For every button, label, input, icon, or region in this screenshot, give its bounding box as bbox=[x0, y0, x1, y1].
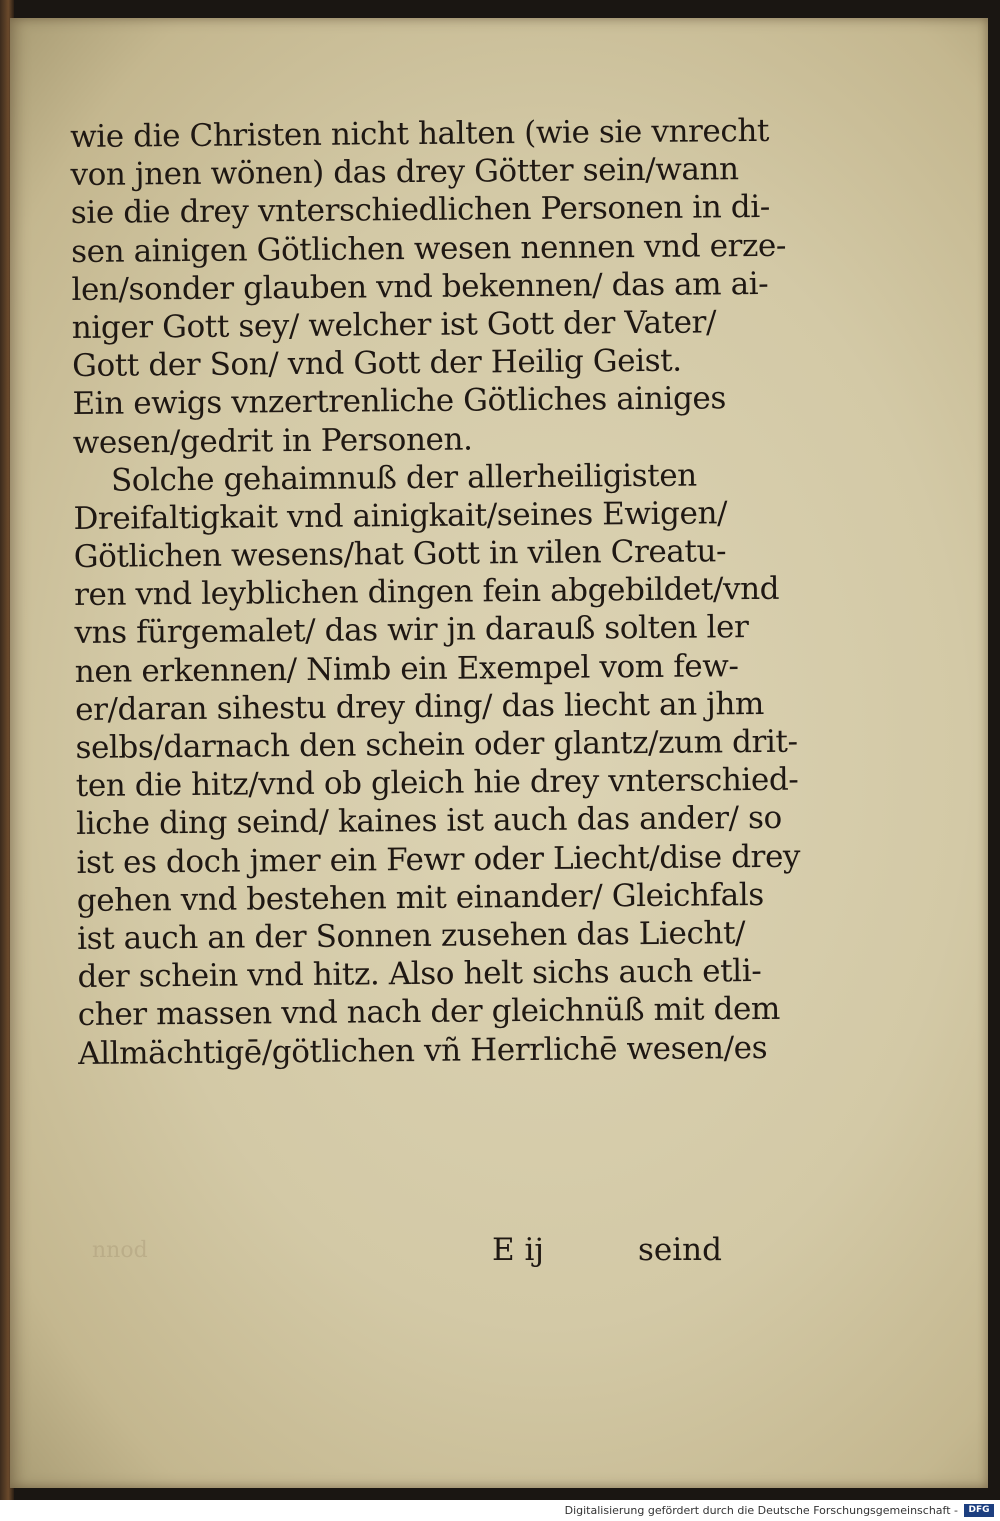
text-line: niger Gott sey/ welcher ist Gott der Vater/ bbox=[71, 304, 717, 346]
page-footer bbox=[480, 1232, 740, 1272]
text-line: ist auch an der Sonnen zusehen das Liecht/ bbox=[77, 915, 746, 957]
funding-credit: Digitalisierung gefördert durch die Deutsche Forschungsgemeinschaft - bbox=[564, 1504, 958, 1517]
dfg-logo: DFG bbox=[964, 1504, 994, 1517]
text-line: Ein ewigs vnzertrenliche Götliches ainiges bbox=[72, 380, 727, 423]
credit-bar bbox=[0, 1500, 1000, 1521]
text-line: vns fürgemalet/ das wir jn darauß solten ler bbox=[74, 609, 749, 652]
text-line: len/sonder glauben vnd bekennen/ das am ai- bbox=[71, 265, 769, 308]
page-text-block bbox=[70, 112, 801, 1073]
signature-mark: E ij bbox=[492, 1232, 545, 1268]
text-line: Allmächtigē/götlichen vñ Herrlichē wesen/es bbox=[78, 1029, 768, 1072]
text-line: Solche gehaimnuß der allerheiligisten bbox=[73, 457, 697, 499]
text-line: ist es doch jmer ein Fewr oder Liecht/dise drey bbox=[76, 838, 801, 881]
text-line: ren vnd leyblichen dingen fein abgebildet/vnd bbox=[74, 571, 780, 614]
text-line: von jnen wönen) das drey Götter sein/wann bbox=[70, 151, 739, 194]
text-line: wie die Christen nicht halten (wie sie vnrecht bbox=[70, 112, 770, 155]
text-line: der schein vnd hitz. Also helt sichs auch etli- bbox=[77, 953, 762, 996]
text-line: selbs/darnach den schein oder glantz/zum drit- bbox=[75, 723, 798, 766]
catchword: seind bbox=[638, 1232, 722, 1268]
text-line: sen ainigen Götlichen wesen nennen vnd erze- bbox=[71, 227, 787, 270]
text-line: nen erkennen/ Nimb ein Exempel vom few- bbox=[74, 647, 739, 690]
text-line: wesen/gedrit in Personen. bbox=[72, 421, 473, 461]
text-line: sie die drey vnterschiedlichen Personen in di- bbox=[70, 189, 770, 232]
text-line: er/daran sihestu drey ding/ das liecht an jhm bbox=[75, 685, 765, 728]
text-line: ten die hitz/vnd ob gleich hie drey vnterschied- bbox=[75, 761, 799, 805]
text-line: Gott der Son/ vnd Gott der Heilig Geist. bbox=[72, 342, 682, 385]
text-line: Götlichen wesens/hat Gott in vilen Creatu- bbox=[73, 533, 727, 576]
bleed-through-text: nnod bbox=[92, 1238, 148, 1263]
text-line: cher massen vnd nach der gleichnüß mit dem bbox=[77, 991, 781, 1034]
text-line: gehen vnd bestehen mit einander/ Gleichfals bbox=[76, 876, 764, 919]
text-line: Dreifaltigkait vnd ainigkait/seines Ewigen/ bbox=[73, 495, 728, 537]
text-line: liche ding seind/ kaines ist auch das ander/ so bbox=[76, 800, 782, 843]
